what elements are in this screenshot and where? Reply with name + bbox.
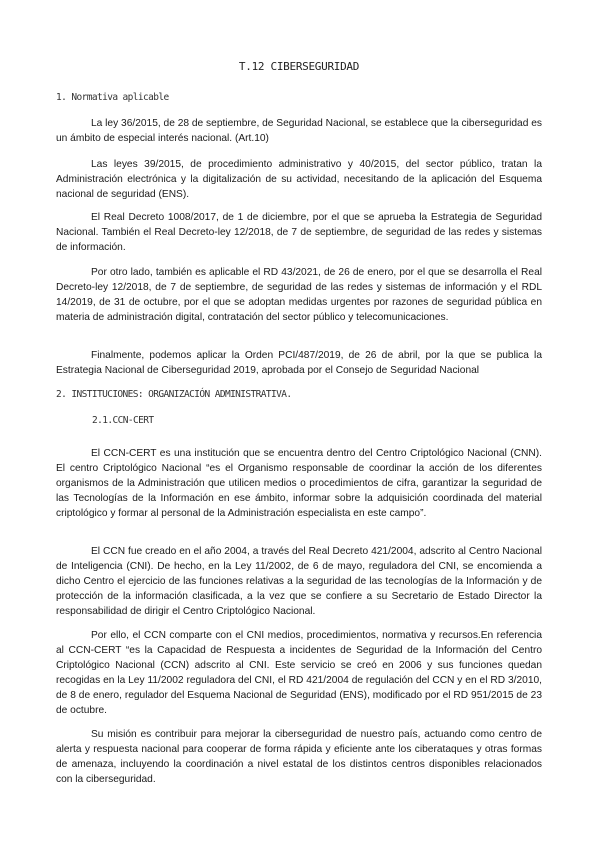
document-title: T.12 CIBERSEGURIDAD bbox=[238, 60, 360, 73]
paragraph-ccn-creacion: El CCN fue creado en el año 2004, a través del Real Decreto 421/2004, adscrito al Centro Nacional de Inteligencia (CNI). De hecho, en la Ley 11/2002, de 6 de mayo, reguladora del CNI, se encomienda a dicho Centro el ejercicio de las funciones relativas a la seguridad de las tecnologías de la Información y de protección de la información clasificada, a la vez que se confiere a su Secretario de Estado Director la responsabilidad de dirigir el Centro Criptológico Nacional. bbox=[56, 546, 542, 617]
paragraph-rd-43-2021: Por otro lado, también es aplicable el RD 43/2021, de 26 de enero, por el que se desarrolla el Real Decreto-ley 12/2018, de 7 de septiembre, de seguridad de las redes y sistemas de información y el RDL 14/2019, de 31 de octubre, por el que se adoptan medidas urgentes por razones de seguridad pública en materia de administración digital, contratación del sector público y telecomunicaciones. bbox=[56, 267, 542, 323]
section-heading-normativa: 1. Normativa aplicable bbox=[56, 92, 169, 103]
paragraph-real-decreto: El Real Decreto 1008/2017, de 1 de diciembre, por el que se aprueba la Estrategia de Seguridad Nacional. También el Real Decreto-ley 12/2018, de 7 de septiembre, de seguridad de las redes y sistemas de información. bbox=[56, 212, 542, 253]
paragraph-mision: Su misión es contribuir para mejorar la ciberseguridad de nuestro país, actuando como centro de alerta y respuesta nacional para cooperar de forma rápida y eficiente ante los ciberataques y otras formas de amenaza, incluyendo la coordinación a nivel estatal de los distintos centros disponibles relacionados con la ciberseguridad. bbox=[56, 729, 542, 785]
paragraph-ley-seguridad-nacional: La ley 36/2015, de 28 de septiembre, de Seguridad Nacional, se establece que la ciberseguridad es un ámbito de especial interés nacional. (Art.10) bbox=[56, 118, 542, 144]
paragraph-ccn-cert-intro: El CCN-CERT es una institución que se encuentra dentro del Centro Criptológico Nacional (CNN). El centro Criptológico Nacional “es el Organismo responsable de coordinar la acción de los diferentes organismos de la Administración que utilicen medios o procedimientos de cifra, garantizar la seguridad de las Tecnologías de la Información en ese ámbito, informar sobre la adquisición coordinada del material criptológico y formar al personal de la Administración especialista en este campo”. bbox=[56, 448, 542, 519]
paragraph-orden-pci: Finalmente, podemos aplicar la Orden PCI/487/2019, de 26 de abril, por la que se publica la Estrategia Nacional de Ciberseguridad 2019, aprobada por el Consejo de Seguridad Nacional bbox=[56, 350, 542, 376]
subsection-heading-ccn-cert: 2.1.CCN-CERT bbox=[92, 415, 154, 426]
section-heading-instituciones: 2. INSTITUCIONES: ORGANIZACIÓN ADMINISTRATIVA. bbox=[56, 389, 292, 400]
paragraph-ccn-comparte: Por ello, el CCN comparte con el CNI medios, procedimientos, normativa y recursos.En referencia al CCN-CERT “es la Capacidad de Respuesta a incidentes de Seguridad de la Información del Centro Criptológico Nacional (CCN) adscrito al CNI. Este servicio se creó en 2006 y sus funciones quedan recogidas en la Ley 11/2002 reguladora del CNI, el RD 421/2004 de regulación del CCN y en el RD 3/2010, de 8 de enero, regulador del Esquema Nacional de Seguridad (ENS), modificado por el RD 951/2015 de 23 de octubre. bbox=[56, 630, 542, 716]
paragraph-leyes-procedimiento: Las leyes 39/2015, de procedimiento administrativo y 40/2015, del sector público, tratan la Administración electrónica y la digitalización de su actividad, necesitando de la aplicación del Esquema nacional de seguridad (ENS). bbox=[56, 159, 542, 200]
